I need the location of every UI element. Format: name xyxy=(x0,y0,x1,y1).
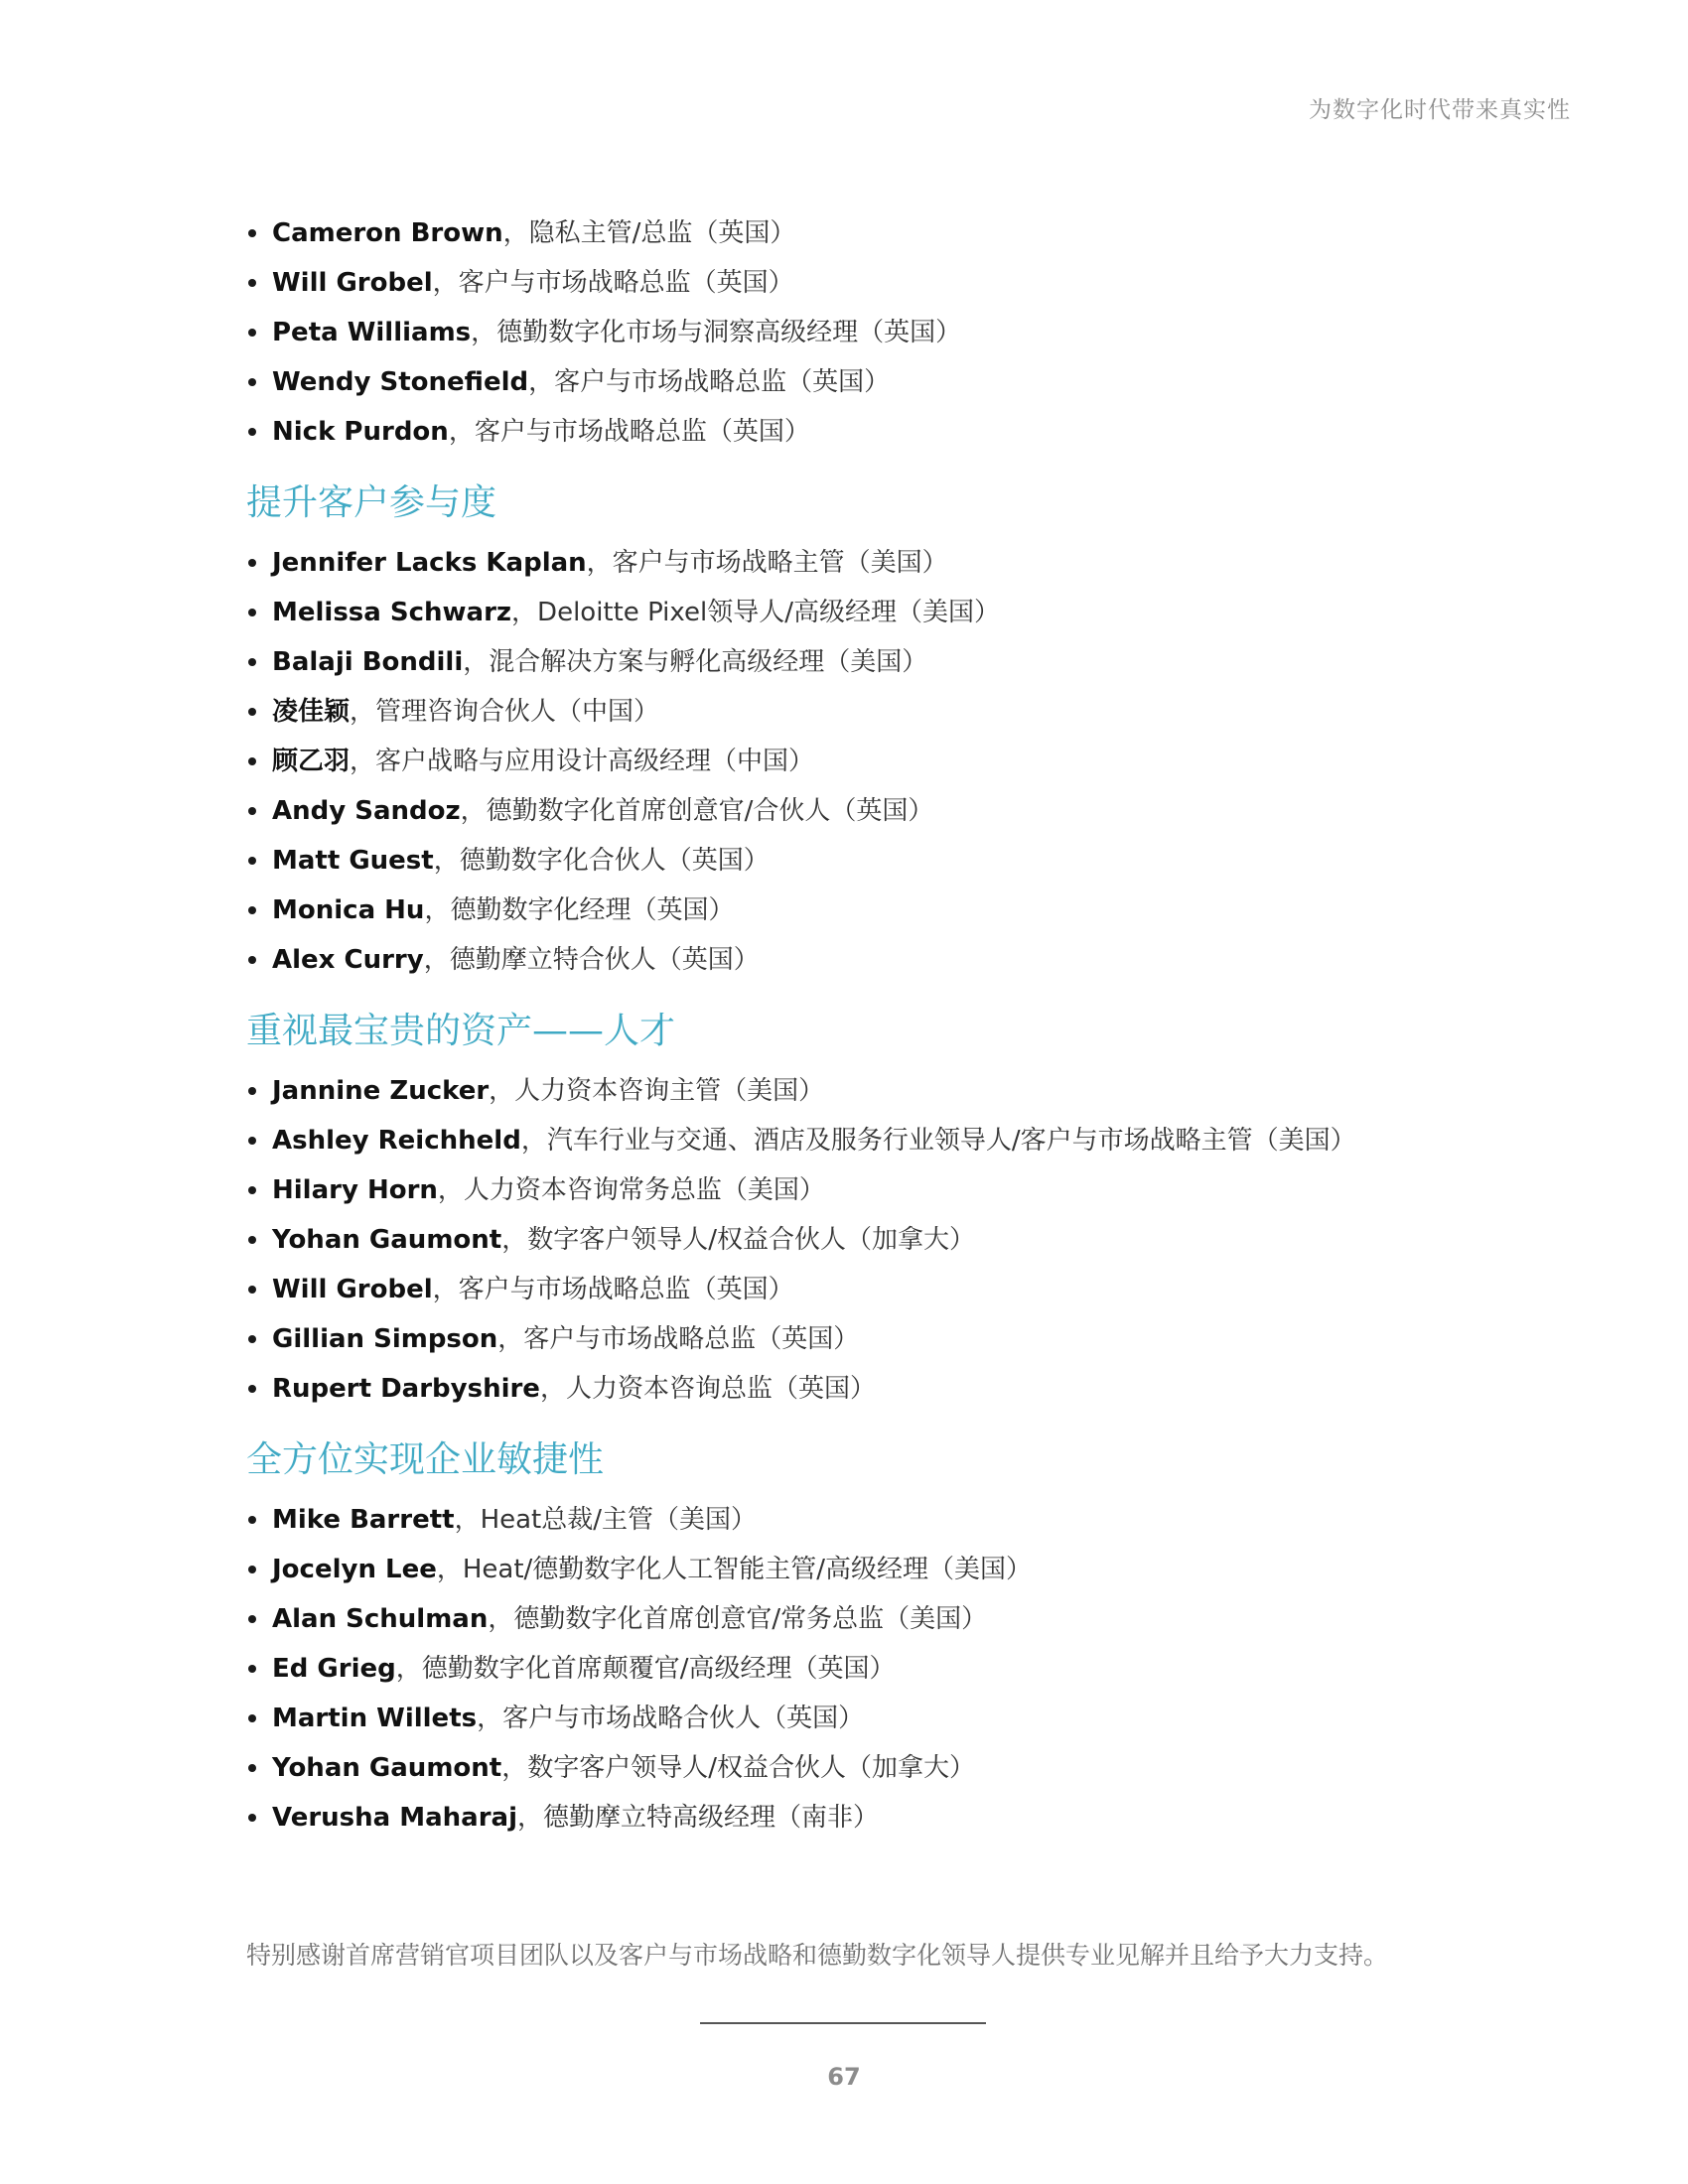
list-item xyxy=(246,208,1567,258)
contributor-role: ，Heat/德勤数字化人工智能主管/高级经理（美国） xyxy=(436,1555,1033,1584)
contributor-name: Hilary Horn xyxy=(272,1175,438,1205)
contributor-name: Mike Barrett xyxy=(272,1505,455,1535)
contributor-name: Ed Grieg xyxy=(272,1654,396,1684)
contributor-role: ，人力资本咨询常务总监（美国） xyxy=(437,1175,825,1205)
running-header: 为数字化时代带来真实性 xyxy=(1309,97,1571,123)
contributor-list xyxy=(246,208,1567,457)
list-item xyxy=(246,1314,1567,1364)
contributor-role: ，客户与市场战略主管（美国） xyxy=(586,548,948,578)
contributor-name: Andy Sandoz xyxy=(272,796,461,826)
contributor-role: ，汽车行业与交通、酒店及服务行业领导人/客户与市场战略主管（美国） xyxy=(520,1126,1356,1156)
contributor-list xyxy=(246,1066,1567,1414)
contributor-name: Gillian Simpson xyxy=(272,1324,498,1354)
contributor-name: Jennifer Lacks Kaplan xyxy=(272,548,587,578)
contributor-role: ，客户战略与应用设计高级经理（中国） xyxy=(350,747,815,776)
list-item xyxy=(246,935,1567,985)
list-item xyxy=(246,786,1567,836)
contributor-role: ，德勤数字化首席创意官/常务总监（美国） xyxy=(488,1604,988,1634)
contributor-name: 凌佳颖 xyxy=(272,697,351,727)
contributor-list xyxy=(246,1495,1567,1843)
contributor-name: Martin Willets xyxy=(272,1704,478,1733)
list-item xyxy=(246,1116,1567,1165)
contributor-name: Cameron Brown xyxy=(272,218,503,248)
contributor-role: ，数字客户领导人/权益合伙人（加拿大） xyxy=(501,1753,975,1783)
contributor-name: Verusha Maharaj xyxy=(272,1803,517,1833)
list-item xyxy=(246,407,1567,457)
list-item xyxy=(246,637,1567,687)
contributor-name: 顾乙羽 xyxy=(272,747,351,776)
acknowledgements-content xyxy=(246,208,1567,1843)
list-item xyxy=(246,1066,1567,1116)
list-item xyxy=(246,1594,1567,1644)
list-item xyxy=(246,687,1567,737)
list-item xyxy=(246,1644,1567,1694)
contributor-role: ，客户与市场战略合伙人（英国） xyxy=(477,1704,865,1733)
thanks-note: 特别感谢首席营销官项目团队以及客户与市场战略和德勤数字化领导人提供专业见解并且给予大力支持。 xyxy=(246,1941,1389,1970)
contributor-role: ，德勤数字化首席颠覆官/高级经理（英国） xyxy=(395,1654,896,1684)
contributor-role: ，德勤数字化合伙人（英国） xyxy=(433,846,770,876)
contributor-name: Balaji Bondili xyxy=(272,647,464,677)
contributor-name: Wendy Stonefield xyxy=(272,367,529,397)
contributor-role: ，客户与市场战略总监（英国） xyxy=(432,268,794,298)
list-item xyxy=(246,836,1567,886)
contributor-name: Peta Williams xyxy=(272,318,472,347)
contributor-role: ，客户与市场战略总监（英国） xyxy=(432,1275,794,1304)
contributor-role: ，Heat总裁/主管（美国） xyxy=(454,1505,757,1535)
contributor-name: Alan Schulman xyxy=(272,1604,489,1634)
contributor-role: ，人力资本咨询主管（美国） xyxy=(489,1076,825,1106)
contributor-name: Jocelyn Lee xyxy=(272,1555,437,1584)
contributor-role: ，德勤摩立特高级经理（南非） xyxy=(517,1803,880,1833)
contributor-name: Alex Curry xyxy=(272,945,424,975)
contributor-name: Ashley Reichheld xyxy=(272,1126,521,1156)
contributor-role: ，隐私主管/总监（英国） xyxy=(502,218,796,248)
list-item xyxy=(246,258,1567,308)
contributor-name: Yohan Gaumont xyxy=(272,1753,502,1783)
section-heading-enterprise-agility: 全方位实现企业敏捷性 xyxy=(246,1439,605,1480)
contributor-role: ，德勤数字化市场与洞察高级经理（英国） xyxy=(471,318,962,347)
list-item xyxy=(246,1793,1567,1843)
section-heading-talent: 重视最宝贵的资产——人才 xyxy=(246,1011,676,1051)
list-item xyxy=(246,588,1567,637)
list-item xyxy=(246,737,1567,786)
page-number: 67 xyxy=(827,2063,861,2091)
list-item xyxy=(246,308,1567,357)
list-item xyxy=(246,1545,1567,1594)
contributor-name: Rupert Darbyshire xyxy=(272,1374,540,1404)
list-item xyxy=(246,1165,1567,1215)
contributor-name: Melissa Schwarz xyxy=(272,598,512,627)
list-item xyxy=(246,538,1567,588)
contributor-role: ，客户与市场战略总监（英国） xyxy=(497,1324,860,1354)
contributor-role: ，德勤摩立特合伙人（英国） xyxy=(423,945,760,975)
contributor-role: ，管理咨询合伙人（中国） xyxy=(350,697,660,727)
list-item xyxy=(246,1694,1567,1743)
list-item xyxy=(246,1495,1567,1545)
section-heading-customer-engagement: 提升客户参与度 xyxy=(246,482,497,523)
contributor-name: Will Grobel xyxy=(272,1275,433,1304)
contributor-name: Matt Guest xyxy=(272,846,434,876)
list-item xyxy=(246,1215,1567,1265)
contributor-name: Yohan Gaumont xyxy=(272,1225,502,1255)
contributor-role: ，客户与市场战略总监（英国） xyxy=(528,367,891,397)
contributor-name: Nick Purdon xyxy=(272,417,449,447)
list-item xyxy=(246,1265,1567,1314)
contributor-name: Will Grobel xyxy=(272,268,433,298)
list-item xyxy=(246,886,1567,935)
contributor-list xyxy=(246,538,1567,985)
contributor-name: Monica Hu xyxy=(272,895,425,925)
contributor-role: ，德勤数字化首席创意官/合伙人（英国） xyxy=(460,796,934,826)
contributor-role: ，德勤数字化经理（英国） xyxy=(424,895,735,925)
contributor-name: Jannine Zucker xyxy=(272,1076,490,1106)
contributor-role: ，Deloitte Pixel领导人/高级经理（美国） xyxy=(511,598,1000,627)
footer-divider xyxy=(700,2022,986,2024)
contributor-role: ，人力资本咨询总监（英国） xyxy=(539,1374,876,1404)
list-item xyxy=(246,1364,1567,1414)
contributor-role: ，数字客户领导人/权益合伙人（加拿大） xyxy=(501,1225,975,1255)
contributor-role: ，混合解决方案与孵化高级经理（美国） xyxy=(463,647,928,677)
contributor-role: ，客户与市场战略总监（英国） xyxy=(448,417,810,447)
list-item xyxy=(246,357,1567,407)
list-item xyxy=(246,1743,1567,1793)
